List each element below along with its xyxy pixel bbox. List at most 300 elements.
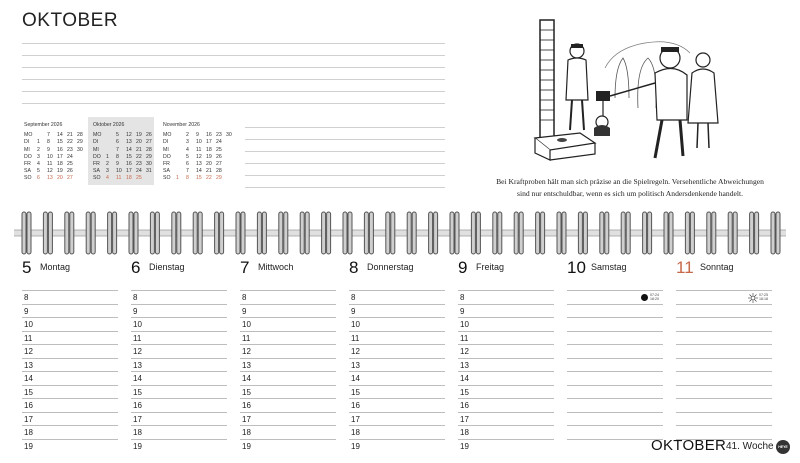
hour-slot[interactable] (22, 425, 118, 439)
mini-calendar-day: 20 (136, 139, 142, 146)
hour-label: 16 (351, 401, 360, 410)
hour-label: 8 (24, 293, 29, 302)
spiral-ring (750, 212, 754, 254)
mini-calendar-day: 3 (37, 153, 40, 160)
weekday-label: MO (163, 132, 172, 139)
hour-label: 19 (242, 441, 251, 451)
hour-label: 8 (351, 293, 356, 302)
mini-calendar-day: 11 (116, 175, 122, 182)
mini-calendar-day: 7 (47, 132, 50, 139)
day-name: Freitag (476, 262, 505, 272)
mini-calendar-day: 8 (116, 153, 119, 160)
mini-calendar-day: 15 (57, 139, 63, 146)
weekday-label: SA (93, 168, 100, 175)
spiral-ring (455, 212, 459, 254)
hour-slot[interactable] (22, 304, 118, 318)
mini-calendar-day (106, 147, 116, 154)
hour-label: 15 (133, 387, 142, 397)
hour-slot[interactable] (22, 439, 118, 453)
day-name: Montag (40, 262, 71, 272)
hour-slot[interactable] (676, 358, 772, 372)
mini-calendar-day: 21 (136, 146, 142, 153)
mini-calendar-day (226, 139, 236, 146)
mini-calendar-day: 10 (47, 153, 53, 160)
note-line (245, 127, 445, 128)
mini-calendar-day: 22 (206, 175, 212, 182)
caption-line-1: Bei Kraftproben hält man sich präzise an die Spielregeln. Versehentliche Abweichungen (496, 177, 764, 186)
hour-label: 14 (242, 374, 251, 383)
hour-label: 18 (133, 428, 142, 437)
spiral-ring (776, 212, 780, 254)
spiral-ring (134, 212, 138, 254)
mini-calendar-day: 19 (136, 132, 142, 139)
spiral-ring (728, 212, 732, 254)
footer-week: 41. Woche (726, 441, 774, 452)
hour-slot[interactable] (131, 358, 227, 372)
hour-label: 19 (351, 441, 360, 451)
hour-slot[interactable] (131, 398, 227, 412)
sun-icon (748, 293, 758, 303)
hour-slot[interactable] (676, 398, 772, 412)
spiral-ring (327, 212, 331, 254)
hour-slot[interactable] (240, 439, 336, 453)
mini-calendar-day: 12 (196, 153, 202, 160)
weekday-label: FR (93, 161, 100, 168)
hour-slot[interactable] (22, 344, 118, 358)
mini-calendar-title: September 2026 (24, 122, 63, 128)
spiral-ring (177, 212, 181, 254)
hour-slot[interactable] (567, 412, 663, 426)
hour-slot[interactable] (131, 385, 227, 399)
mini-calendar-day (77, 161, 87, 168)
hour-label: 19 (460, 441, 469, 451)
mini-calendar-day (176, 139, 186, 146)
spiral-ring (755, 212, 759, 254)
weekday-label: SO (93, 175, 101, 182)
hour-slot[interactable] (567, 385, 663, 399)
mini-calendar-day: 9 (47, 146, 50, 153)
day-number: 7 (240, 258, 250, 277)
hour-slot[interactable] (676, 317, 772, 331)
weekday-label: FR (163, 161, 170, 168)
mini-calendar-september (24, 122, 87, 183)
hour-slot[interactable] (22, 398, 118, 412)
day-header (458, 258, 558, 280)
day-column[interactable] (131, 290, 227, 452)
spiral-ring (43, 212, 47, 254)
hour-label: 8 (242, 293, 247, 302)
hour-label: 17 (460, 414, 469, 424)
hour-label: 15 (24, 387, 33, 397)
hour-label: 19 (24, 441, 33, 451)
mini-calendar-day: 31 (146, 168, 152, 175)
note-line (22, 67, 445, 68)
hour-slot[interactable] (131, 425, 227, 439)
mini-calendar-day (77, 175, 87, 182)
mini-calendar-day: 10 (196, 139, 202, 146)
hour-label: 12 (242, 347, 251, 356)
mini-calendar-day (226, 147, 236, 154)
hour-slot[interactable] (349, 317, 445, 331)
hour-slot[interactable] (676, 412, 772, 426)
mini-calendar-day: 20 (57, 175, 63, 182)
hour-label: 10 (351, 320, 360, 329)
hour-slot[interactable] (349, 358, 445, 372)
hour-label: 9 (351, 306, 356, 316)
hour-slot[interactable] (567, 304, 663, 318)
hour-label: 18 (24, 428, 33, 437)
hour-slot[interactable] (567, 344, 663, 358)
sunrise-time: 07:24 (650, 293, 659, 297)
mini-calendar-day (77, 154, 87, 161)
month-title: OKTOBER (22, 10, 119, 31)
mini-calendar-day: 22 (136, 153, 142, 160)
mini-calendar-day: 30 (226, 132, 232, 139)
mini-calendar-november (163, 122, 236, 183)
mini-calendar-day: 30 (146, 161, 152, 168)
mini-calendar-day: 11 (196, 146, 202, 153)
mini-calendar-day: 8 (47, 139, 50, 146)
spiral-ring (364, 212, 368, 254)
mini-calendar-day: 5 (186, 153, 189, 160)
mini-calendar-day: 17 (57, 153, 63, 160)
mini-calendar-day: 5 (116, 132, 119, 139)
mini-calendar-day: 26 (216, 153, 222, 160)
spiral-ring (605, 212, 609, 254)
hour-label: 16 (24, 401, 33, 410)
mini-calendar-day: 28 (77, 132, 83, 139)
hour-slot[interactable] (458, 412, 554, 426)
hour-slot[interactable] (240, 385, 336, 399)
mini-calendar-day (146, 175, 156, 182)
mini-calendar-day: 27 (67, 175, 73, 182)
mini-calendar-day: 28 (146, 146, 152, 153)
mini-calendar-day: 2 (106, 161, 109, 168)
day-column[interactable] (676, 290, 772, 452)
hour-label: 12 (133, 347, 142, 356)
hour-slot[interactable] (458, 331, 554, 345)
hour-slot[interactable] (22, 290, 118, 304)
hour-slot[interactable] (131, 371, 227, 385)
mini-calendar-day: 14 (57, 132, 63, 139)
day-number: 5 (22, 258, 32, 277)
hour-slot[interactable] (458, 317, 554, 331)
day-number: 6 (131, 258, 141, 277)
mini-calendar-day: 14 (126, 146, 132, 153)
hour-slot[interactable] (458, 385, 554, 399)
hour-label: 8 (133, 293, 138, 302)
hour-slot[interactable] (458, 358, 554, 372)
spiral-ring (343, 212, 347, 254)
mini-calendar-day: 27 (216, 161, 222, 168)
spiral-ring (733, 212, 737, 254)
mini-calendar-day: 9 (116, 161, 119, 168)
hour-slot[interactable] (349, 385, 445, 399)
mini-calendar-day (176, 132, 186, 139)
mini-calendar-day (106, 139, 116, 146)
hour-slot[interactable] (22, 412, 118, 426)
hour-slot[interactable] (131, 331, 227, 345)
day-name: Mittwoch (258, 262, 294, 272)
mini-calendar-day: 25 (216, 146, 222, 153)
mini-calendar-day: 20 (206, 161, 212, 168)
spiral-ring (450, 212, 454, 254)
mini-calendar-day: 21 (206, 168, 212, 175)
hour-slot[interactable] (22, 358, 118, 372)
mini-calendar-day: 13 (47, 175, 53, 182)
sunset-time: 18:18 (759, 297, 768, 302)
hour-label: 15 (460, 387, 469, 397)
hour-slot[interactable] (676, 385, 772, 399)
hour-slot[interactable] (349, 290, 445, 304)
hour-slot[interactable] (458, 398, 554, 412)
spiral-ring (434, 212, 438, 254)
hour-slot[interactable] (567, 425, 663, 439)
mini-calendar-day: 26 (146, 132, 152, 139)
day-column[interactable] (22, 290, 118, 452)
hour-slot[interactable] (349, 344, 445, 358)
mini-calendar-day: 7 (186, 168, 189, 175)
weekday-label: DO (24, 153, 32, 160)
mini-calendar-day: 21 (67, 132, 73, 139)
spiral-ring (198, 212, 202, 254)
mini-calendar-day: 26 (67, 168, 73, 175)
mini-calendar-day: 1 (37, 139, 40, 146)
spiral-ring (150, 212, 154, 254)
hour-slot[interactable] (349, 398, 445, 412)
spiral-ring (493, 212, 497, 254)
mini-calendar-day (226, 161, 236, 168)
hour-slot[interactable] (567, 290, 663, 304)
mini-calendar-day: 4 (186, 146, 189, 153)
mini-calendar-day: 1 (176, 175, 179, 182)
hour-slot[interactable] (131, 290, 227, 304)
hour-slot[interactable] (349, 425, 445, 439)
mini-calendar-day: 28 (216, 168, 222, 175)
hour-label: 9 (460, 306, 465, 316)
weekday-label: SO (24, 175, 32, 182)
sunrise-sunset-times (650, 293, 659, 301)
weekday-label: DI (93, 139, 99, 146)
mini-calendar-day: 13 (196, 161, 202, 168)
mini-calendar-day: 30 (77, 146, 83, 153)
hour-slot[interactable] (567, 439, 663, 453)
spiral-ring (241, 212, 245, 254)
weekday-label: MO (93, 132, 102, 139)
spiral-ring (669, 212, 673, 254)
mini-calendar-day: 17 (206, 139, 212, 146)
spiral-ring (562, 212, 566, 254)
cartoon-caption (490, 176, 770, 200)
mini-calendar-day: 27 (146, 139, 152, 146)
hour-slot[interactable] (240, 304, 336, 318)
spiral-ring (193, 212, 197, 254)
spiral-ring (108, 212, 112, 254)
spiral-ring (536, 212, 540, 254)
hour-slot[interactable] (349, 439, 445, 453)
mini-calendar-day: 15 (196, 175, 202, 182)
hour-label: 14 (133, 374, 142, 383)
mini-calendar-day: 9 (196, 132, 199, 139)
hour-slot[interactable] (240, 344, 336, 358)
spiral-ring (626, 212, 630, 254)
hour-slot[interactable] (22, 317, 118, 331)
hour-label: 16 (133, 401, 142, 410)
spiral-ring (348, 212, 352, 254)
hour-slot[interactable] (240, 317, 336, 331)
hour-label: 14 (351, 374, 360, 383)
mini-calendar-day: 18 (126, 175, 132, 182)
hour-label: 10 (24, 320, 33, 329)
caption-line-2: sind nur entschuldbar, wenn es sich um politisch Andersdenkende handelt. (517, 189, 743, 198)
mini-calendar-day: 25 (136, 175, 142, 182)
mini-calendar-day (77, 168, 87, 175)
hour-slot[interactable] (349, 331, 445, 345)
hour-slot[interactable] (22, 385, 118, 399)
hour-slot[interactable] (458, 439, 554, 453)
hour-slot[interactable] (131, 304, 227, 318)
day-column[interactable] (458, 290, 554, 452)
hour-slot[interactable] (131, 317, 227, 331)
mini-calendar-day: 24 (136, 168, 142, 175)
spiral-ring (771, 212, 775, 254)
hour-slot[interactable] (22, 371, 118, 385)
mini-calendar-day: 16 (206, 132, 212, 139)
hour-slot[interactable] (458, 290, 554, 304)
mini-calendar-day (37, 132, 47, 139)
mini-calendar-day (176, 147, 186, 154)
hour-label: 9 (133, 306, 138, 316)
mini-calendar-day: 2 (37, 146, 40, 153)
hour-label: 12 (351, 347, 360, 356)
hour-label: 18 (242, 428, 251, 437)
mini-calendar-day: 3 (186, 139, 189, 146)
hour-slot[interactable] (240, 398, 336, 412)
note-line (22, 103, 445, 104)
mini-calendar-day: 12 (126, 132, 132, 139)
hour-slot[interactable] (240, 331, 336, 345)
weekday-label: DO (93, 153, 101, 160)
hour-slot[interactable] (458, 371, 554, 385)
sunrise-time: 07:25 (759, 293, 768, 297)
weekday-label: MO (24, 132, 33, 139)
spiral-ring (91, 212, 95, 254)
hour-label: 11 (24, 333, 33, 343)
day-number: 8 (349, 258, 359, 277)
day-number: 10 (567, 258, 586, 277)
weekday-label: DO (163, 153, 171, 160)
hour-slot[interactable] (240, 412, 336, 426)
hour-label: 13 (460, 360, 469, 370)
hour-label: 12 (460, 347, 469, 356)
spiral-ring (386, 212, 390, 254)
hour-slot[interactable] (676, 331, 772, 345)
spiral-ring (685, 212, 689, 254)
hour-slot[interactable] (676, 344, 772, 358)
spiral-ring (514, 212, 518, 254)
note-line (22, 91, 445, 92)
hour-slot[interactable] (240, 290, 336, 304)
mini-calendar-day: 4 (106, 175, 109, 182)
hour-slot[interactable] (458, 425, 554, 439)
mini-calendar-day: 6 (116, 139, 119, 146)
hour-label: 13 (133, 360, 142, 370)
hour-label: 16 (242, 401, 251, 410)
spiral-ring (707, 212, 711, 254)
mini-calendar-day (226, 175, 236, 182)
hour-slot[interactable] (567, 358, 663, 372)
spiral-ring (113, 212, 117, 254)
day-header (349, 258, 449, 280)
spiral-ring (86, 212, 90, 254)
spiral-ring (407, 212, 411, 254)
hour-slot[interactable] (131, 439, 227, 453)
hour-slot[interactable] (458, 344, 554, 358)
spiral-ring (27, 212, 31, 254)
hour-slot[interactable] (349, 371, 445, 385)
hour-label: 18 (460, 428, 469, 437)
spiral-ring (519, 212, 523, 254)
hour-slot[interactable] (22, 331, 118, 345)
mini-calendar-october (93, 122, 156, 183)
hour-label: 17 (24, 414, 33, 424)
note-line (22, 79, 445, 80)
spiral-ring (412, 212, 416, 254)
spiral-ring (643, 212, 647, 254)
new-moon-icon (641, 294, 648, 301)
hour-slot[interactable] (131, 344, 227, 358)
weekday-label: DI (163, 139, 169, 146)
hour-slot[interactable] (567, 371, 663, 385)
hour-slot[interactable] (240, 358, 336, 372)
day-column[interactable] (240, 290, 336, 452)
spiral-ring (664, 212, 668, 254)
hour-slot[interactable] (676, 371, 772, 385)
hour-slot[interactable] (349, 412, 445, 426)
day-column[interactable] (567, 290, 663, 452)
day-name: Donnerstag (367, 262, 414, 272)
hour-slot[interactable] (240, 425, 336, 439)
mini-calendar-day: 8 (186, 175, 189, 182)
hour-slot[interactable] (458, 304, 554, 318)
mini-calendar-day: 24 (67, 153, 73, 160)
sunrise-sunset-times (759, 293, 768, 301)
hour-slot[interactable] (676, 304, 772, 318)
hour-label: 17 (133, 414, 142, 424)
hour-slot[interactable] (240, 371, 336, 385)
hour-slot[interactable] (567, 331, 663, 345)
hour-label: 17 (351, 414, 360, 424)
hour-slot[interactable] (131, 412, 227, 426)
spiral-ring (391, 212, 395, 254)
note-line (245, 187, 445, 188)
spiral-ring (578, 212, 582, 254)
hour-slot[interactable] (567, 398, 663, 412)
hour-slot[interactable] (567, 317, 663, 331)
sunset-time: 18:20 (650, 297, 659, 302)
spiral-ring (322, 212, 326, 254)
mini-calendar-day: 6 (37, 175, 40, 182)
day-column[interactable] (349, 290, 445, 452)
spiral-ring (257, 212, 261, 254)
hour-label: 11 (351, 333, 360, 343)
mini-calendar-day: 11 (47, 161, 53, 168)
spiral-ring (471, 212, 475, 254)
hour-label: 14 (24, 374, 33, 383)
spiral-ring (600, 212, 604, 254)
weekday-label: DI (24, 139, 30, 146)
hour-slot[interactable] (349, 304, 445, 318)
